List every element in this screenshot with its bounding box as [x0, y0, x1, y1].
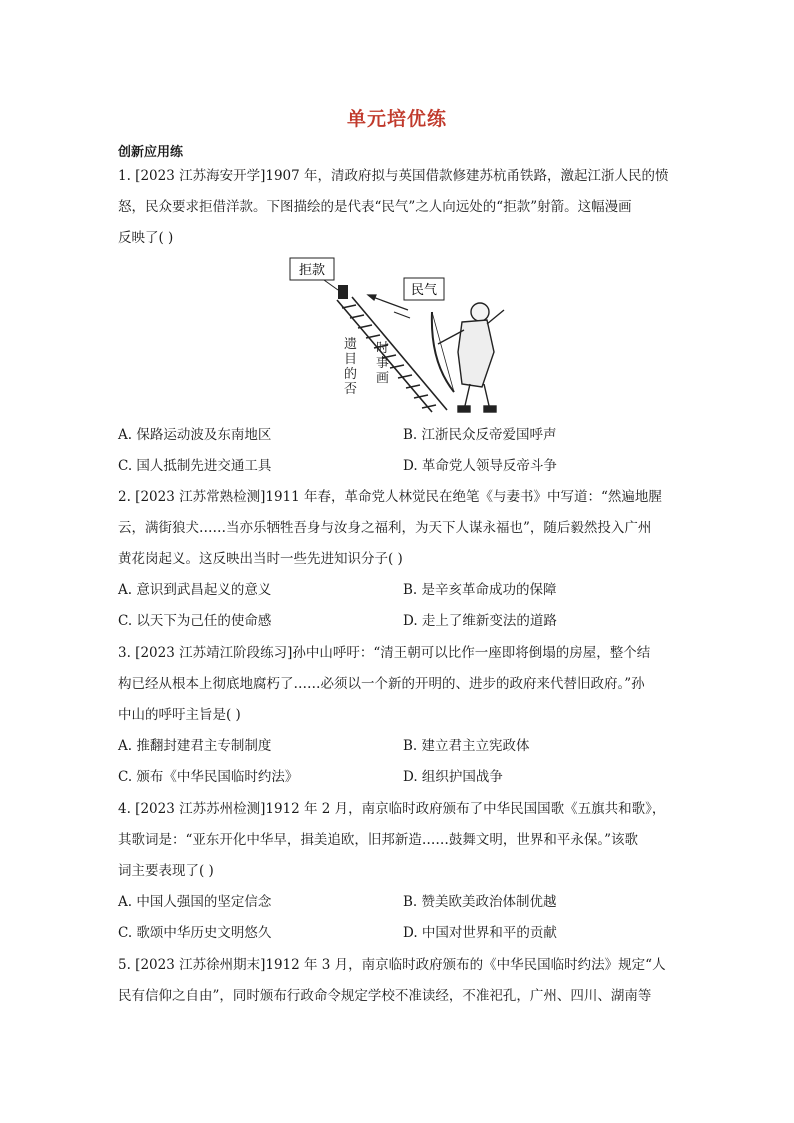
q1-option-a: A. 保路运动波及东南地区 [118, 427, 272, 443]
q4-option-c: C. 歌颂中华历史文明悠久 [118, 925, 272, 941]
q1-line-3: 反映了( ) [118, 230, 174, 246]
page-title: 单元培优练 [346, 108, 447, 130]
q2-line-2: 云，满街狼犬……当亦乐牺牲吾身与汝身之福利，为天下人谋永福也”，随后毅然投入广州 [118, 520, 652, 536]
q4-option-d: D. 中国对世界和平的贡献 [403, 925, 557, 941]
q3-line-1: 3. [2023 江苏靖江阶段练习]孙中山呼吁：“清王朝可以比作一座即将倒塌的房屋，整个结 [118, 645, 651, 661]
cartoon-figure [282, 252, 522, 422]
q5-line-2: 民有信仰之自由”，同时颁布行政命令规定学校不准读经，不准祀孔，广州、四川、湖南等 [118, 988, 652, 1004]
q1-line-2: 怒，民众要求拒借洋款。下图描绘的是代表“民气”之人向远处的“拒款”射箭。这幅漫画 [118, 199, 632, 215]
q3-option-c: C. 颁布《中华民国临时约法》 [118, 769, 299, 785]
q4-line-2: 其歌词是：“亚东开化中华早，揖美追欧，旧邦新造……鼓舞文明，世界和平永保。”该歌 [118, 832, 639, 848]
q2-option-d: D. 走上了维新变法的道路 [403, 613, 557, 629]
q4-line-3: 词主要表现了( ) [118, 863, 214, 879]
label-refuse: 拒款 [298, 263, 326, 278]
q2-option-a: A. 意识到武昌起义的意义 [118, 582, 272, 598]
q4-option-a: A. 中国人强国的坚定信念 [118, 894, 272, 910]
q3-line-2: 构已经从根本上彻底地腐朽了……必须以一个新的开明的、进步的政府来代替旧政府。”孙 [118, 676, 645, 692]
q4-line-1: 4. [2023 江苏苏州检测]1912 年 2 月，南京临时政府颁布了中华民国国歌《五旗共和歌》， [118, 801, 666, 817]
cartoon-illustration [282, 252, 522, 422]
caption-left: 遗 目 的 否 [344, 337, 358, 397]
caption-right: 时 事 画 [376, 341, 390, 386]
archer [432, 303, 504, 412]
q3-option-b: B. 建立君主立宪政体 [403, 738, 530, 754]
q3-line-3: 中山的呼吁主旨是( ) [118, 707, 241, 723]
q1-option-c: C. 国人抵制先进交通工具 [118, 458, 272, 474]
label-people: 民气 [410, 283, 438, 298]
q2-option-c: C. 以天下为己任的使命感 [118, 613, 272, 629]
q3-option-a: A. 推翻封建君主专制制度 [118, 738, 272, 754]
q1-line-1: 1. [2023 江苏海安开学]1907 年，清政府拟与英国借款修建苏杭甬铁路，激起江浙人民的愤 [118, 168, 669, 184]
q2-option-b: B. 是辛亥革命成功的保障 [403, 582, 557, 598]
q1-option-d: D. 革命党人领导反帝斗争 [403, 458, 557, 474]
q3-option-d: D. 组织护国战争 [403, 769, 503, 785]
q5-line-1: 5. [2023 江苏徐州期末]1912 年 3 月，南京临时政府颁布的《中华民国临时约法》规定“人 [118, 957, 666, 973]
q2-line-3: 黄花岗起义。这反映出当时一些先进知识分子( ) [118, 551, 403, 567]
q2-line-1: 2. [2023 江苏常熟检测]1911 年春，革命党人林觉民在绝笔《与妻书》中写道：“然遍地腥 [118, 489, 662, 505]
section-heading: 创新应用练 [118, 145, 184, 160]
q1-option-b: B. 江浙民众反帝爱国呼声 [403, 427, 557, 443]
q4-option-b: B. 赞美欧美政治体制优越 [403, 894, 557, 910]
